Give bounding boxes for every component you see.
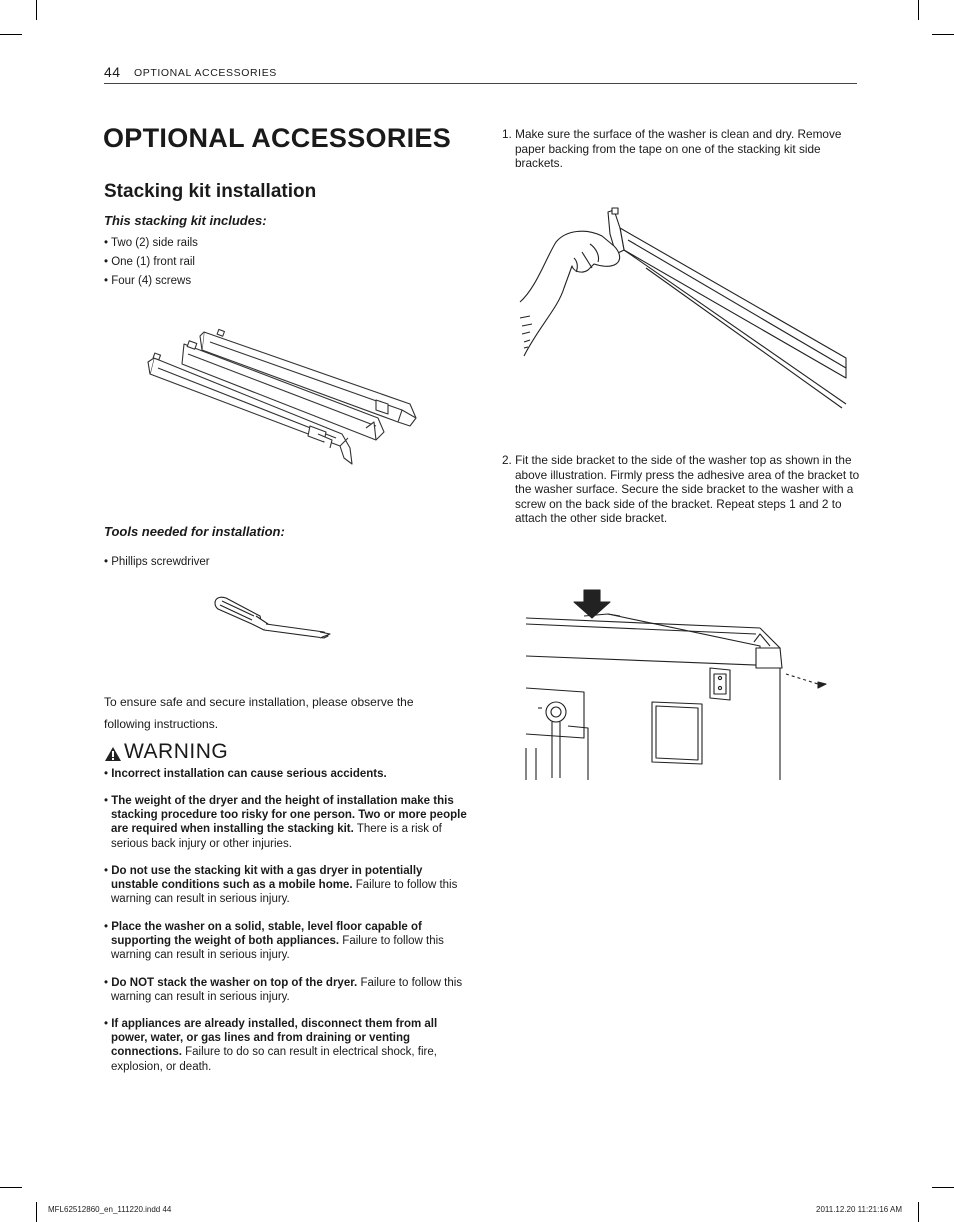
intro-text-line: To ensure safe and secure installation, please observe the <box>104 695 414 709</box>
stacking-kit-rails-illustration <box>140 322 425 472</box>
warning-item-text: Failure to follow this warning can result in serious injury. <box>111 879 458 906</box>
screwdriver-illustration <box>212 594 334 640</box>
crop-mark <box>0 34 22 35</box>
tools-heading: Tools needed for installation: <box>104 524 285 539</box>
kit-item: • Two (2) side rails <box>104 237 198 249</box>
header-rule <box>104 83 857 84</box>
kit-item: • Four (4) screws <box>104 275 192 287</box>
page-title: OPTIONAL ACCESSORIES <box>103 123 452 153</box>
crop-mark <box>918 0 919 20</box>
kit-heading: This stacking kit includes: <box>104 213 267 228</box>
warning-item: • Do not use the stacking kit with a gas dryer in potentially unstable conditions such as a mobile home. Failure to follow this warning can result in serious injury. <box>104 865 458 906</box>
step-2-text: 2. Fit the side bracket to the side of the washer top as shown in the above illustration. Firmly press the adhesive area of the bracket to the washer surface. Secure the side bracket to the washer with a screw on the back side of the bracket. Repeat steps 1 and 2 to attach the other side bracket. <box>502 453 860 525</box>
running-header: OPTIONAL ACCESSORIES <box>134 67 277 79</box>
warning-label: WARNING <box>124 740 229 763</box>
warning-item-text: Failure to follow this warning can result in serious injury. <box>111 977 463 1004</box>
warning-item-text: Failure to do so can result in electrical shock, fire, explosion, or death. <box>111 1046 437 1073</box>
warning-item: • Do NOT stack the washer on top of the dryer. Failure to follow this warning can result in serious injury. <box>104 977 463 1004</box>
crop-mark <box>36 1202 37 1222</box>
tool-item: • Phillips screwdriver <box>104 556 210 568</box>
warning-item-bold: Do not use the stacking kit with a gas dryer in potentially unstable conditions such as a mobile home. <box>111 865 423 892</box>
page-number: 44 <box>104 64 121 80</box>
intro-text-line: following instructions. <box>104 717 219 731</box>
warning-icon <box>104 746 122 762</box>
crop-mark <box>932 34 954 35</box>
warning-item: • Incorrect installation can cause serious accidents. <box>104 768 387 780</box>
crop-mark <box>918 1202 919 1222</box>
section-title: Stacking kit installation <box>104 181 317 202</box>
crop-mark <box>932 1187 954 1188</box>
warning-item-text: Failure to follow this warning can result in serious injury. <box>111 935 444 962</box>
warning-item-text: There is a risk of serious back injury or other injuries. <box>111 823 442 850</box>
crop-mark <box>0 1187 22 1188</box>
warning-item-bold: Place the washer on a solid, stable, level floor capable of supporting the weight of both appliances. <box>111 921 422 948</box>
washer-bracket-illustration <box>524 588 834 782</box>
step-1-text: 1. Make sure the surface of the washer is clean and dry. Remove paper backing from the tape on one of the stacking kit side brackets. <box>502 127 842 170</box>
hand-bracket-illustration <box>516 208 848 422</box>
footer-file: MFL62512860_en_111220.indd 44 <box>48 1205 172 1214</box>
warning-item-bold: Do NOT stack the washer on top of the dryer. <box>111 977 358 989</box>
warning-item: • Place the washer on a solid, stable, level floor capable of supporting the weight of both appliances. Failure to follow this warning can result in serious injury. <box>104 921 444 962</box>
warning-item: • If appliances are already installed, disconnect them from all power, water, or gas lines and from draining or venting connections. Failure to do so can result in electrical shock, fire, explosion, or death. <box>104 1018 438 1073</box>
crop-mark <box>36 0 37 20</box>
warning-item-bold: Incorrect installation can cause serious accidents. <box>111 768 387 780</box>
warning-item: • The weight of the dryer and the height of installation make this stacking procedure too risky for one person. Two or more people are required when installing the stacking kit. There is a risk of serious back injury or other injuries. <box>104 795 467 850</box>
warning-item-bold: The weight of the dryer and the height of installation make this stacking procedure too risky for one person. Two or more people are required when installing the stacking kit. <box>111 795 467 836</box>
kit-item: • One (1) front rail <box>104 256 195 268</box>
warning-item-bold: If appliances are already installed, disconnect them from all power, water, or gas lines and from draining or venting connections. <box>111 1018 438 1059</box>
footer-timestamp: 2011.12.20 11:21:16 AM <box>816 1205 902 1214</box>
